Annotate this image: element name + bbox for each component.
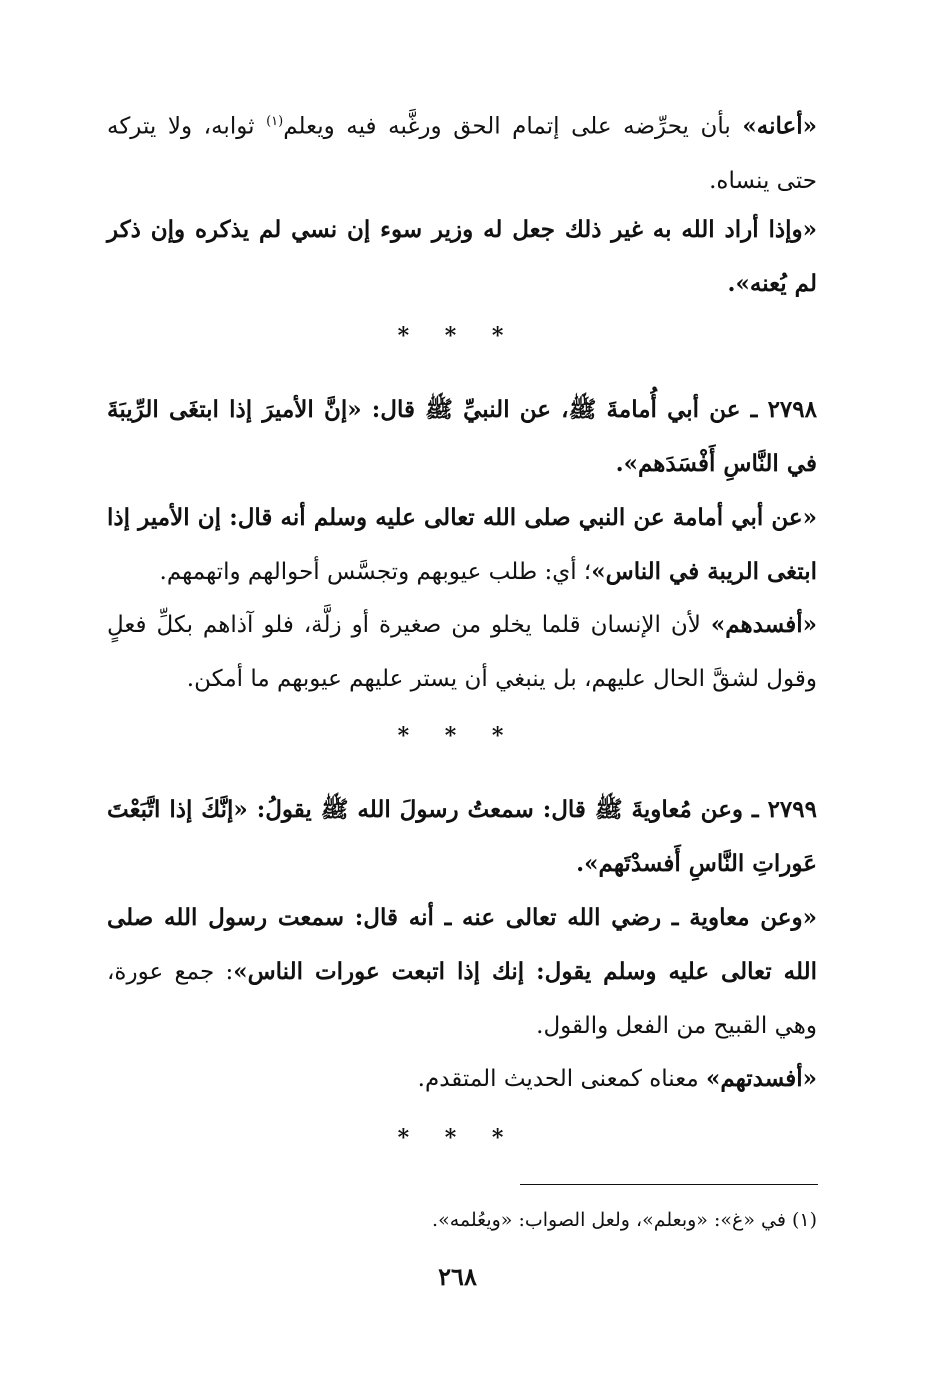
section-separator-2: * * * bbox=[397, 723, 518, 749]
text-run: ٢٧٩٨ ـ عن أبي أُمامةَ ﷺ، عن النبيِّ ﷺ قال: «إنَّ الأميرَ إذا ابتغَى الرِّيبَةَ في النَّاسِ أَفْسَدَهم». bbox=[107, 396, 817, 477]
paragraph-hadith-continuation bbox=[107, 203, 817, 311]
section-separator-3: * * * bbox=[397, 1125, 518, 1151]
text-run: معناه كمعنى الحديث المتقدم. bbox=[417, 1066, 706, 1092]
text-run: ٢٧٩٩ ـ وعن مُعاويةَ ﷺ قال: سمعتُ رسولَ الله ﷺ يقولُ: «إنَّكَ إذا اتَّبَعْتَ عَوراتِ النَّاسِ أَفسدْتَهم». bbox=[107, 796, 817, 877]
text-run: «عن أبي أمامة عن النبي صلى الله تعالى عليه وسلم أنه قال: إن الأمير إذا ابتغى الريبة في الناس» bbox=[107, 504, 817, 585]
hadith-2798 bbox=[107, 383, 817, 491]
text-run: «وإذا أراد الله به غير ذلك جعل له وزير سوء إن نسي لم يذكره وإن ذكر لم يُعنه». bbox=[107, 216, 817, 297]
page-number: ٢٦٨ bbox=[438, 1262, 477, 1291]
commentary-2798-b bbox=[107, 598, 817, 706]
section-separator-1: * * * bbox=[397, 323, 518, 349]
hadith-2799 bbox=[107, 783, 817, 891]
paragraph-commentary-1 bbox=[107, 95, 817, 208]
text-run: «أعانه» bbox=[742, 112, 817, 140]
footnote: (١) في «غ»: «وبعلم»، ولعل الصواب: «ويعُلمه». bbox=[432, 1209, 817, 1231]
commentary-2799-b bbox=[107, 1052, 817, 1106]
text-run: «أفسدهم» bbox=[710, 611, 817, 638]
commentary-2799-a bbox=[107, 891, 817, 1053]
text-run: (١) bbox=[266, 114, 284, 129]
commentary-2798-a bbox=[107, 491, 817, 599]
text-run: ؛ أي: طلب عيوبهم وتجسَّس أحوالهم واتهمهم. bbox=[159, 559, 592, 585]
text-run: ثوابه، ولا يتركه حتى ينساه. bbox=[107, 113, 817, 194]
text-run: : جمع عورة، وهي القبيح من الفعل والقول. bbox=[107, 959, 817, 1039]
footnote-rule bbox=[520, 1184, 818, 1185]
text-run: بأن يحرِّضه على إتمام الحق ورغَّبه فيه ويعلم bbox=[283, 113, 743, 140]
text-run: «أفسدتهم» bbox=[705, 1065, 817, 1092]
text-run: «وعن معاوية ـ رضي الله تعالى عنه ـ أنه قال: سمعت رسول الله صلى الله تعالى عليه وسلم يقول: إنك إذا اتبعت عورات الناس» bbox=[107, 904, 817, 985]
text-run: لأن الإنسان قلما يخلو من صغيرة أو زلَّة، فلو آذاهم بكلِّ فعلٍ وقول لشقَّ الحال عليهم، بل ينبغي أن يستر عليهم عيوبهم ما أمكن. bbox=[107, 612, 817, 692]
